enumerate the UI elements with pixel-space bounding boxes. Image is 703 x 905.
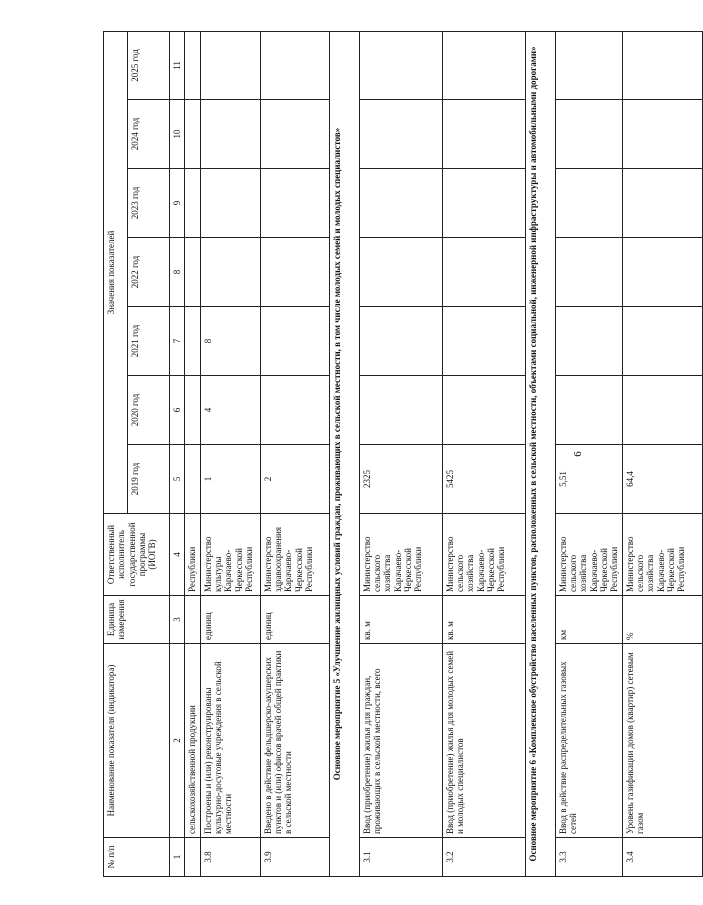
responsible-executor: Министерство сельского хозяйства Карачаево-Черкесской Республики — [359, 514, 442, 596]
column-number: 11 — [170, 31, 185, 99]
header-year: 2020 год — [128, 376, 170, 445]
unit: км — [555, 596, 622, 644]
year-value — [442, 100, 525, 169]
section-row — [525, 31, 555, 876]
continuation-responsible: Республики — [185, 514, 200, 596]
indicator-name: Построены и (или) реконструированы культурно-досуговые учреждения в сельской местности — [200, 644, 260, 838]
section-title: Основное мероприятие 6 «Комплексное обустройство населенных пунктов, расположенных в сельской местности, объектами социальной, инженерной инфраструктуры и автомобильными дорогами» — [525, 31, 555, 876]
indicator-name: Введено в действие фельдшерско-акушерских пунктов и (или) офисов врачей общей практики в сельской местности — [260, 644, 329, 838]
unit: единиц — [200, 596, 260, 644]
year-value — [622, 100, 702, 169]
column-number: 3 — [170, 596, 185, 644]
table-row — [555, 31, 622, 876]
column-number: 4 — [170, 514, 185, 596]
year-value — [200, 31, 260, 99]
year-value — [555, 376, 622, 445]
unit: кв. м — [442, 596, 525, 644]
unit: кв. м — [359, 596, 442, 644]
responsible-executor: Министерство сельского хозяйства Карачаево-Черкесской Республики — [442, 514, 525, 596]
header-unit: Единица измерения — [104, 596, 170, 644]
year-value — [622, 238, 702, 307]
indicator-name: Ввод в действие распределительных газовых сетей — [555, 644, 622, 838]
year-value — [200, 100, 260, 169]
responsible-executor: Министерство сельского хозяйства Карачаево-Черкесской Республики — [555, 514, 622, 596]
column-number: 6 — [170, 376, 185, 445]
header-name: Наименование показателя (индикатора) — [104, 644, 170, 838]
year-value — [359, 376, 442, 445]
year-value — [359, 31, 442, 99]
year-value — [442, 376, 525, 445]
indicator-name: Ввод (приобретение) жилья для молодых семей и молодых специалистов — [442, 644, 525, 838]
year-value — [555, 100, 622, 169]
year-value — [555, 31, 622, 99]
table-row — [200, 31, 260, 876]
year-value — [260, 100, 329, 169]
column-number: 10 — [170, 100, 185, 169]
year-value: 64,4 — [622, 445, 702, 514]
year-value: 2 — [260, 445, 329, 514]
header-responsible: Ответственный исполнитель государственной программы (ИОГВ) — [104, 514, 170, 596]
row-number: 3.8 — [200, 838, 260, 877]
year-value — [622, 31, 702, 99]
year-value — [260, 238, 329, 307]
column-number-row — [170, 31, 185, 876]
rotated-table-container — [103, 32, 687, 877]
section-row — [329, 31, 359, 876]
column-number: 5 — [170, 445, 185, 514]
year-value — [260, 169, 329, 238]
column-number: 7 — [170, 307, 185, 376]
column-number: 8 — [170, 238, 185, 307]
continuation-name: сельскохозяйственной продукции — [185, 644, 200, 838]
year-value — [622, 376, 702, 445]
year-value — [200, 169, 260, 238]
year-value — [359, 307, 442, 376]
year-value: 5,51 — [555, 445, 622, 514]
continuation-row — [185, 31, 200, 876]
page-number: 6 — [572, 451, 584, 457]
header-year: 2023 год — [128, 169, 170, 238]
year-value — [555, 169, 622, 238]
responsible-executor: Министерство сельского хозяйства Карачаево-Черкесской Республики — [622, 514, 702, 596]
table-row — [359, 31, 442, 876]
year-value — [555, 238, 622, 307]
header-num: № п/п — [104, 838, 170, 877]
column-number: 9 — [170, 169, 185, 238]
year-value — [555, 307, 622, 376]
column-number: 1 — [170, 838, 185, 877]
header-year: 2022 год — [128, 238, 170, 307]
table-row — [622, 31, 702, 876]
header-year: 2019 год — [128, 445, 170, 514]
year-value — [260, 31, 329, 99]
year-value — [200, 238, 260, 307]
year-value — [442, 169, 525, 238]
year-value: 1 — [200, 445, 260, 514]
year-value — [622, 307, 702, 376]
row-number: 3.1 — [359, 838, 442, 877]
header-values: Значения показателей — [104, 31, 128, 513]
responsible-executor: Министерство здравоохранения Карачаево-Черкесской Республики — [260, 514, 329, 596]
year-value: 2325 — [359, 445, 442, 514]
year-value — [260, 376, 329, 445]
year-value: 5425 — [442, 445, 525, 514]
year-value — [442, 307, 525, 376]
column-number: 2 — [170, 644, 185, 838]
year-value — [442, 31, 525, 99]
table-row — [442, 31, 525, 876]
indicators-table — [103, 31, 703, 877]
header-year: 2021 год — [128, 307, 170, 376]
year-value — [442, 238, 525, 307]
row-number: 3.2 — [442, 838, 525, 877]
unit: единиц — [260, 596, 329, 644]
responsible-executor: Министерство культуры Карачаево-Черкесской Республики — [200, 514, 260, 596]
unit: % — [622, 596, 702, 644]
year-value — [622, 169, 702, 238]
header-year: 2025 год — [128, 31, 170, 99]
row-number: 3.4 — [622, 838, 702, 877]
section-title: Основное мероприятие 5 «Улучшение жилищных условий граждан, проживающих в сельской местности, в том числе молодых семей и молодых специалистов» — [329, 31, 359, 876]
header-year: 2024 год — [128, 100, 170, 169]
row-number: 3.9 — [260, 838, 329, 877]
year-value — [359, 238, 442, 307]
year-value: 4 — [200, 376, 260, 445]
indicator-name: Уровень газификации домов (квартир) сетевым газом — [622, 644, 702, 838]
year-value: 8 — [200, 307, 260, 376]
header-row-1 — [104, 31, 128, 876]
row-number: 3.3 — [555, 838, 622, 877]
indicator-name: Ввод (приобретение) жилья для граждан, проживающих в сельской местности, всего — [359, 644, 442, 838]
year-value — [359, 169, 442, 238]
year-value — [260, 307, 329, 376]
year-value — [359, 100, 442, 169]
table-row — [260, 31, 329, 876]
